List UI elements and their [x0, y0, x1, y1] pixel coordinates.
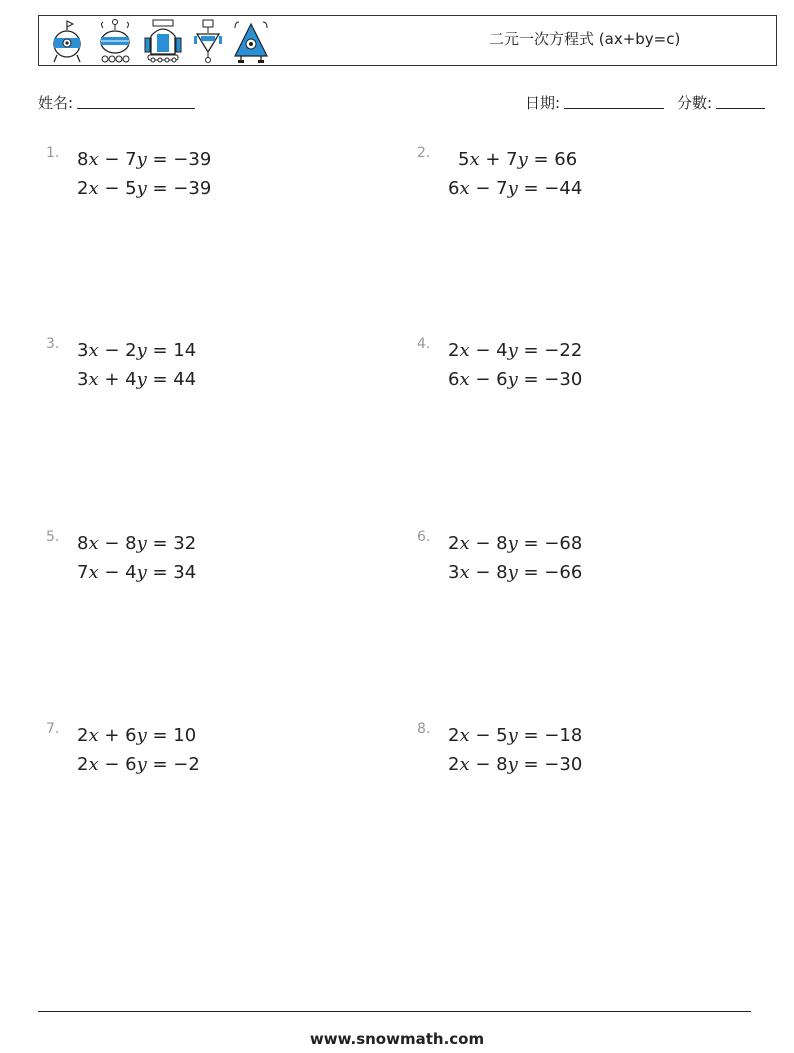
coef-a: 3 [77, 369, 89, 390]
equation [77, 755, 200, 775]
coef-a: 6 [448, 178, 460, 199]
var-x: x [459, 178, 470, 199]
robot-2-icon [97, 18, 133, 64]
coef-b: 5 [496, 725, 508, 746]
var-x: x [469, 149, 480, 170]
coef-b: 8 [496, 533, 508, 554]
robot-5-icon [231, 18, 271, 64]
var-y: y [507, 340, 518, 361]
coef-a: 2 [448, 533, 460, 554]
coef-b: 7 [496, 178, 508, 199]
rhs: = −2 [146, 754, 200, 775]
operator: − [469, 340, 497, 361]
rhs: = 66 [527, 149, 578, 170]
date-field[interactable] [525, 92, 664, 113]
var-x: x [88, 178, 99, 199]
equation [448, 370, 582, 390]
score-label: 分數: [677, 94, 713, 112]
rhs: = 32 [146, 533, 197, 554]
problem-number: 3. [46, 336, 60, 352]
coef-b: 7 [125, 149, 137, 170]
coef-b: 6 [125, 725, 137, 746]
operator: − [469, 562, 497, 583]
operator: − [98, 149, 126, 170]
var-x: x [88, 533, 99, 554]
var-y: y [507, 533, 518, 554]
operator: − [469, 754, 497, 775]
equation [77, 726, 196, 746]
var-x: x [459, 725, 470, 746]
equation [448, 726, 582, 746]
rhs: = −39 [146, 149, 212, 170]
var-x: x [88, 369, 99, 390]
coef-b: 8 [125, 533, 137, 554]
coef-a: 2 [448, 725, 460, 746]
operator: − [98, 533, 126, 554]
coef-b: 4 [496, 340, 508, 361]
coef-b: 6 [496, 369, 508, 390]
equation [448, 755, 582, 775]
coef-a: 2 [77, 725, 89, 746]
name-label: 姓名: [38, 94, 74, 112]
operator: + [479, 149, 507, 170]
coef-a: 8 [77, 533, 89, 554]
problem-number: 1. [46, 145, 60, 161]
operator: − [469, 533, 497, 554]
rhs: = −66 [517, 562, 583, 583]
equation [77, 370, 196, 390]
equation [448, 534, 582, 554]
var-x: x [459, 533, 470, 554]
coef-b: 4 [125, 369, 137, 390]
var-y: y [136, 725, 147, 746]
rhs: = −30 [517, 369, 583, 390]
var-y: y [517, 149, 528, 170]
var-x: x [459, 754, 470, 775]
coef-b: 7 [506, 149, 518, 170]
operator: + [98, 725, 126, 746]
equation [77, 534, 196, 554]
footer-divider [38, 1011, 751, 1012]
var-y: y [507, 725, 518, 746]
coef-b: 6 [125, 754, 137, 775]
coef-b: 2 [125, 340, 137, 361]
var-y: y [136, 340, 147, 361]
rhs: = −44 [517, 178, 583, 199]
footer-site: www.snowmath.com [309, 1030, 485, 1048]
equation [458, 150, 577, 170]
operator: − [469, 369, 497, 390]
coef-b: 8 [496, 562, 508, 583]
rhs: = 14 [146, 340, 197, 361]
var-x: x [88, 725, 99, 746]
operator: − [98, 562, 126, 583]
worksheet-title: 二元一次方程式 (ax+by=c) [489, 30, 681, 48]
var-y: y [136, 178, 147, 199]
equation [77, 341, 196, 361]
name-field[interactable] [38, 92, 195, 113]
var-y: y [136, 149, 147, 170]
var-x: x [88, 149, 99, 170]
var-y: y [507, 562, 518, 583]
coef-a: 2 [448, 340, 460, 361]
rhs: = 10 [146, 725, 197, 746]
coef-a: 6 [448, 369, 460, 390]
problem-number: 7. [46, 721, 60, 737]
coef-a: 3 [448, 562, 460, 583]
problem-number: 4. [417, 336, 431, 352]
rhs: = −68 [517, 533, 583, 554]
robot-4-icon [193, 18, 223, 64]
operator: − [98, 754, 126, 775]
var-x: x [459, 369, 470, 390]
var-x: x [88, 754, 99, 775]
var-y: y [136, 754, 147, 775]
coef-a: 5 [458, 149, 470, 170]
coef-b: 5 [125, 178, 137, 199]
operator: − [98, 340, 126, 361]
rhs: = −39 [146, 178, 212, 199]
var-y: y [136, 562, 147, 583]
rhs: = 34 [146, 562, 197, 583]
equation [448, 341, 582, 361]
score-field[interactable] [677, 92, 765, 113]
rhs: = −30 [517, 754, 583, 775]
equation [77, 179, 211, 199]
equation [448, 179, 582, 199]
var-y: y [507, 178, 518, 199]
coef-a: 2 [77, 754, 89, 775]
problem-number: 5. [46, 529, 60, 545]
equation [77, 563, 196, 583]
coef-a: 2 [77, 178, 89, 199]
rhs: = 44 [146, 369, 197, 390]
coef-a: 2 [448, 754, 460, 775]
rhs: = −18 [517, 725, 583, 746]
date-line[interactable] [564, 93, 664, 109]
var-x: x [459, 562, 470, 583]
var-y: y [136, 533, 147, 554]
coef-a: 7 [77, 562, 89, 583]
operator: − [98, 178, 126, 199]
equation [77, 150, 211, 170]
coef-b: 8 [496, 754, 508, 775]
operator: + [98, 369, 126, 390]
problem-number: 8. [417, 721, 431, 737]
operator: − [469, 725, 497, 746]
date-label: 日期: [525, 94, 561, 112]
problem-number: 2. [417, 145, 431, 161]
var-y: y [507, 754, 518, 775]
coef-a: 3 [77, 340, 89, 361]
coef-a: 8 [77, 149, 89, 170]
score-line[interactable] [716, 93, 765, 109]
robot-3-icon [143, 18, 183, 64]
var-x: x [459, 340, 470, 361]
var-x: x [88, 562, 99, 583]
coef-b: 4 [125, 562, 137, 583]
rhs: = −22 [517, 340, 583, 361]
var-y: y [136, 369, 147, 390]
name-line[interactable] [77, 93, 195, 109]
problem-number: 6. [417, 529, 431, 545]
operator: − [469, 178, 497, 199]
equation [448, 563, 582, 583]
var-y: y [507, 369, 518, 390]
var-x: x [88, 340, 99, 361]
robot-1-icon [49, 18, 85, 64]
